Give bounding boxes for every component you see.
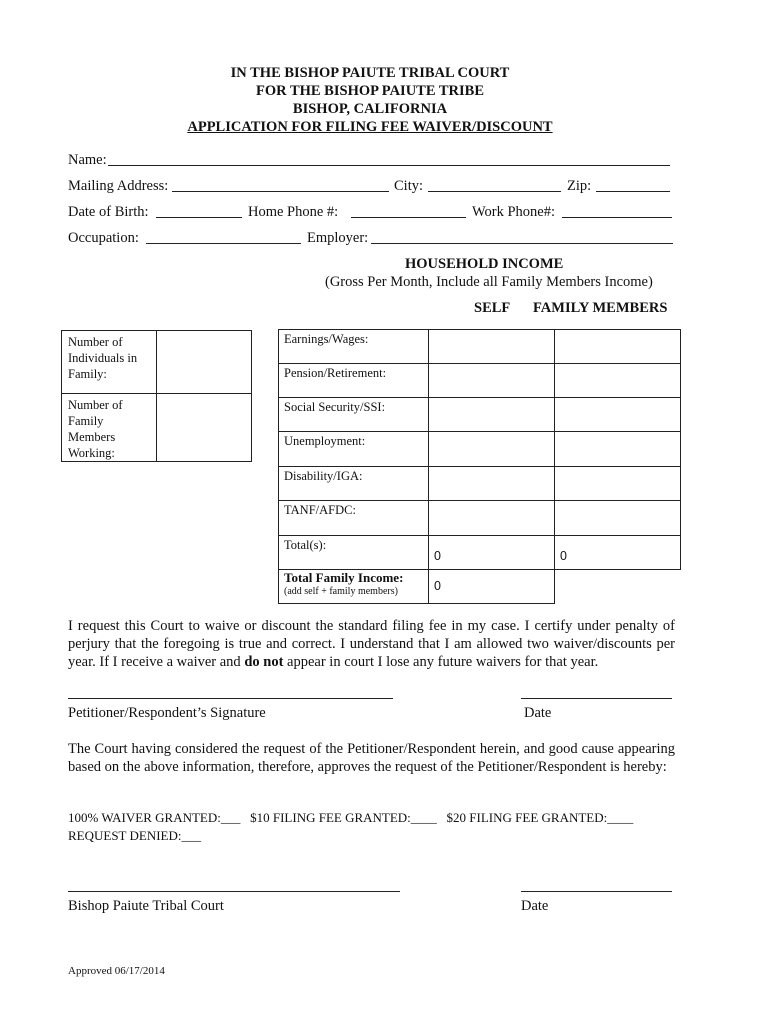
- court-name: IN THE BISHOP PAIUTE TRIBAL COURT: [230, 65, 510, 81]
- tribe-name: FOR THE BISHOP PAIUTE TRIBE: [255, 83, 485, 99]
- household-income-subheading: (Gross Per Month, Include all Family Members Income): [325, 274, 653, 290]
- petitioner-signature-label: Petitioner/Respondent’s Signature: [68, 705, 266, 721]
- total-family-income-note: (add self + family members): [284, 586, 398, 597]
- total-family-income-row: [279, 570, 681, 604]
- declaration-text: I request this Court to waive or discount the standard filing fee in my case. I certify under penalty of perjury that the foregoing is true and correct. I understand that I am allowed two waiver/discounts per year. If I receive a waiver and do not appear in court I lose any future waivers for that year.: [68, 618, 675, 670]
- individuals-cell[interactable]: [157, 331, 252, 394]
- dob-label: Date of Birth:: [68, 204, 149, 220]
- self-earnings-cell[interactable]: [429, 330, 555, 364]
- income-row-label: Unemployment:: [279, 432, 429, 467]
- employer-label: Employer:: [307, 230, 369, 246]
- self-unemployment-cell[interactable]: [429, 432, 555, 467]
- working-cell[interactable]: [157, 394, 252, 462]
- income-row-label: TANF/AFDC:: [279, 501, 429, 536]
- total-family-income-value: 0: [434, 579, 441, 593]
- income-row: [279, 467, 681, 501]
- grant-options: [68, 810, 633, 826]
- income-row: [279, 501, 681, 536]
- occupation-label: Occupation:: [68, 230, 139, 246]
- self-pension-cell[interactable]: [429, 364, 555, 398]
- home-phone-label: Home Phone #:: [248, 204, 339, 220]
- household-income-heading: HOUSEHOLD INCOME: [405, 256, 564, 272]
- totals-row: [279, 536, 681, 570]
- petitioner-date-label: Date: [524, 705, 552, 721]
- total-self-value: 0: [434, 549, 441, 563]
- income-table: [278, 329, 681, 604]
- total-family-value: 0: [560, 549, 567, 563]
- family-unemployment-cell[interactable]: [555, 432, 681, 467]
- working-label: Number of Family Members Working:: [62, 394, 157, 462]
- court-signature-label: Bishop Paiute Tribal Court: [68, 898, 224, 914]
- location: BISHOP, CALIFORNIA: [292, 101, 448, 117]
- income-row: [279, 398, 681, 432]
- court-date-label: Date: [521, 898, 549, 914]
- income-row-label: Disability/IGA:: [279, 467, 429, 501]
- income-row-label: Social Security/SSI:: [279, 398, 429, 432]
- city-label: City:: [394, 178, 424, 194]
- totals-label: Total(s):: [279, 536, 429, 570]
- petitioner-signature-line[interactable]: [68, 698, 393, 699]
- mailing-address-label: Mailing Address:: [68, 178, 169, 194]
- self-tanf-cell[interactable]: [429, 501, 555, 536]
- work-phone-label: Work Phone#:: [472, 204, 556, 220]
- court-approval-text: The Court having considered the request of the Petitioner/Respondent herein, and good cause appearing based on the above information, therefore, approves the request of the Petitioner/Respondent is hereby:: [68, 741, 675, 775]
- petitioner-date-line[interactable]: [521, 698, 672, 699]
- individuals-label: Number of Individuals in Family:: [62, 331, 157, 394]
- request-denied-option[interactable]: REQUEST DENIED:___: [68, 828, 202, 843]
- income-row: [279, 364, 681, 398]
- household-count-table: [61, 330, 252, 462]
- income-row: [279, 432, 681, 467]
- total-family-income-label: Total Family Income:: [284, 570, 404, 585]
- approved-date: Approved 06/17/2014: [68, 965, 165, 977]
- court-date-line[interactable]: [521, 891, 672, 892]
- name-label: Name:: [68, 152, 107, 168]
- self-ssi-cell[interactable]: [429, 398, 555, 432]
- occupation-field[interactable]: [146, 228, 301, 244]
- self-column-header: SELF: [474, 300, 511, 316]
- city-field[interactable]: [428, 176, 561, 192]
- name-field[interactable]: [108, 150, 670, 166]
- declaration-emphasis: do not: [244, 654, 284, 670]
- mailing-address-field[interactable]: [172, 176, 389, 192]
- family-pension-cell[interactable]: [555, 364, 681, 398]
- income-row: [279, 330, 681, 364]
- work-phone-field[interactable]: [562, 202, 672, 218]
- income-row-label: Earnings/Wages:: [279, 330, 429, 364]
- family-members-column-header: FAMILY MEMBERS: [533, 300, 668, 316]
- court-signature-line[interactable]: [68, 891, 400, 892]
- ten-dollar-option[interactable]: $10 FILING FEE GRANTED:____: [250, 810, 437, 825]
- family-ssi-cell[interactable]: [555, 398, 681, 432]
- waiver-granted-option[interactable]: 100% WAIVER GRANTED:___: [68, 810, 241, 825]
- form-title: APPLICATION FOR FILING FEE WAIVER/DISCOUNT: [187, 119, 553, 135]
- family-disability-cell[interactable]: [555, 467, 681, 501]
- dob-field[interactable]: [156, 202, 242, 218]
- employer-field[interactable]: [371, 228, 673, 244]
- self-disability-cell[interactable]: [429, 467, 555, 501]
- family-tanf-cell[interactable]: [555, 501, 681, 536]
- family-earnings-cell[interactable]: [555, 330, 681, 364]
- home-phone-field[interactable]: [351, 202, 466, 218]
- zip-label: Zip:: [567, 178, 592, 194]
- twenty-dollar-option[interactable]: $20 FILING FEE GRANTED:____: [446, 810, 634, 825]
- zip-field[interactable]: [596, 176, 670, 192]
- income-row-label: Pension/Retirement:: [279, 364, 429, 398]
